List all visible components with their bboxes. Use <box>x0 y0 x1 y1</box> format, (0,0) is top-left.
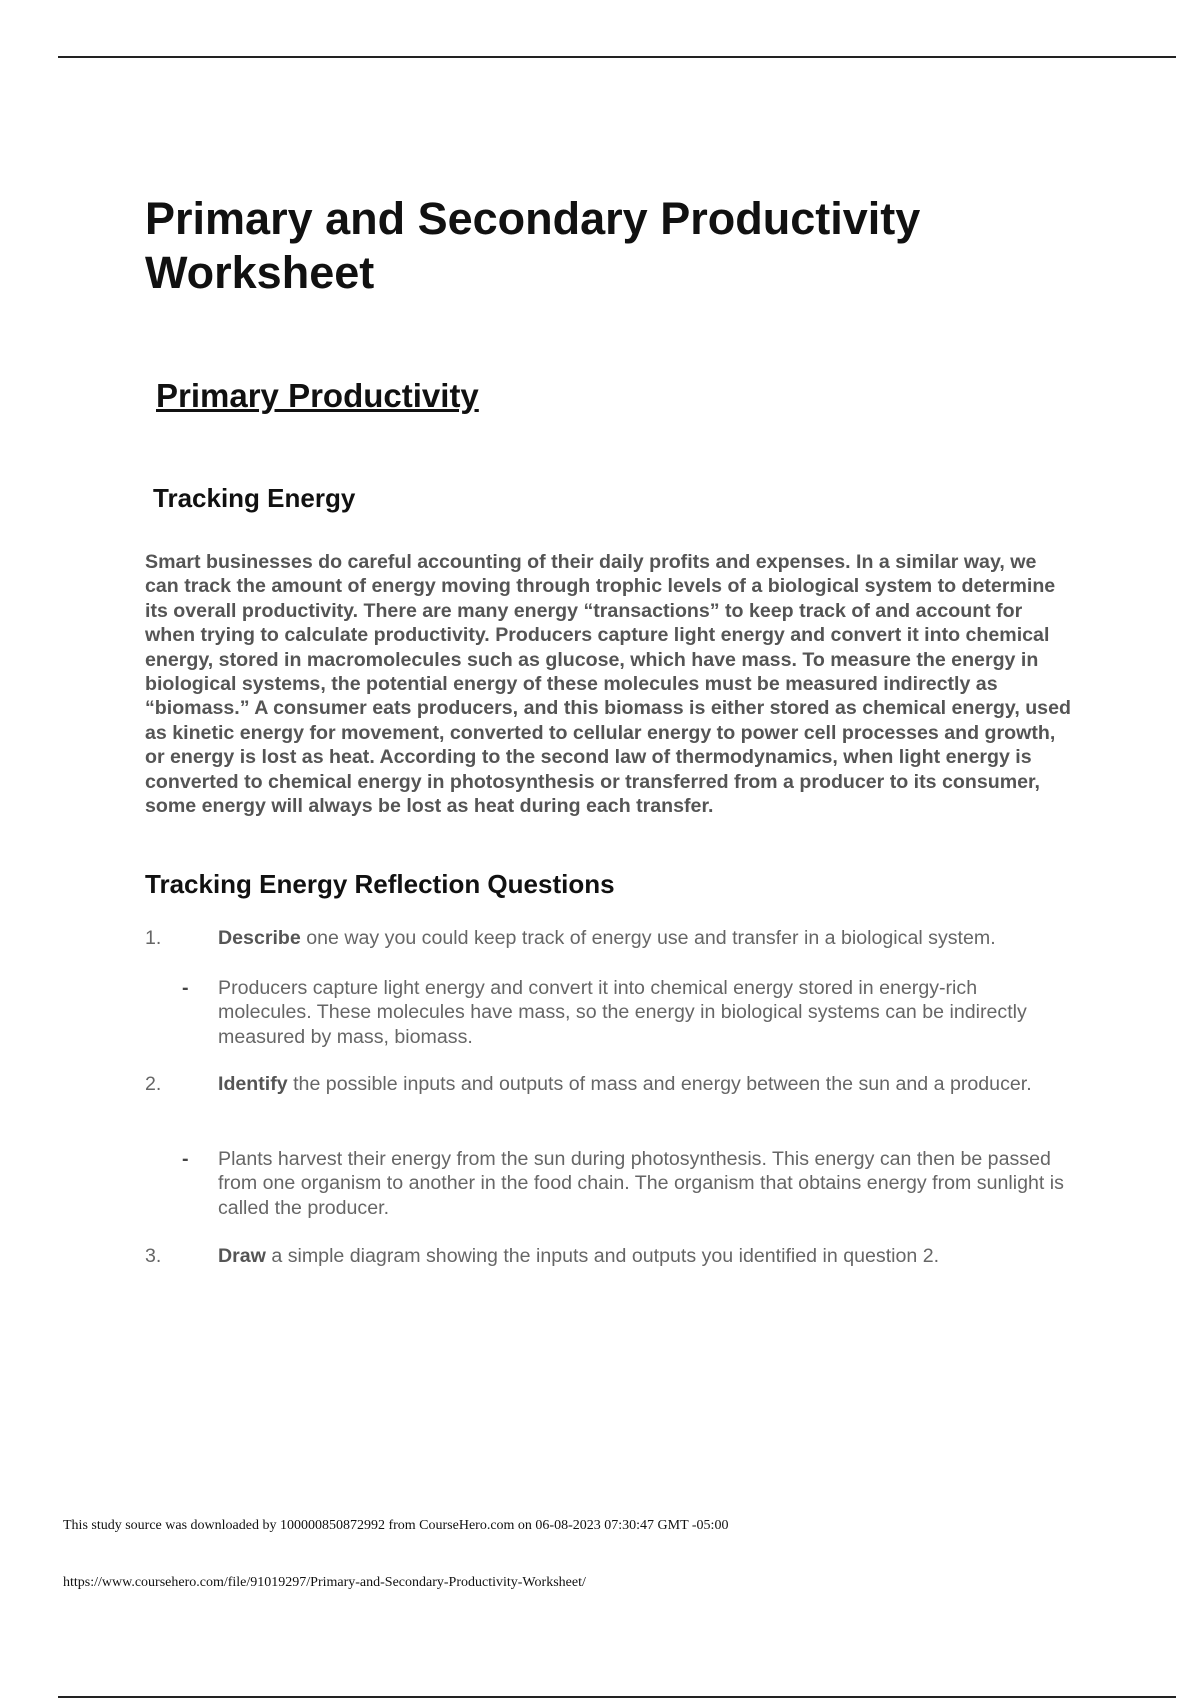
question-verb: Identify <box>218 1073 288 1095</box>
bottom-rule <box>58 1696 1176 1698</box>
answer-1 <box>182 976 1072 1049</box>
download-notice: This study source was downloaded by 100000850872992 from CourseHero.com on 06-08-2023 07:30:47 GMT -05:00 <box>63 1518 729 1533</box>
question-text: the possible inputs and outputs of mass and energy between the sun and a producer. <box>287 1073 1032 1095</box>
question-verb: Describe <box>218 927 301 949</box>
question-number: 2. <box>145 1073 162 1095</box>
questions-title: Tracking Energy Reflection Questions <box>145 869 615 899</box>
question-3 <box>145 1244 1075 1268</box>
bullet-dash: - <box>182 977 189 999</box>
question-verb: Draw <box>218 1245 266 1267</box>
question-1 <box>145 926 1075 950</box>
answer-text: Plants harvest their energy from the sun during photosynthesis. This energy can then be passed from one organism to another in the food chain. The organism that obtains energy from sunlight is called the producer. <box>218 1148 1064 1219</box>
subsection-title: Tracking Energy <box>153 483 356 513</box>
question-number: 1. <box>145 927 162 949</box>
question-2 <box>145 1072 1075 1096</box>
question-number: 3. <box>145 1245 162 1267</box>
source-url[interactable]: https://www.coursehero.com/file/91019297/Primary-and-Secondary-Productivity-Worksheet/ <box>63 1575 586 1590</box>
top-rule <box>58 56 1176 58</box>
question-text: a simple diagram showing the inputs and outputs you identified in question 2. <box>265 1245 940 1267</box>
answer-2 <box>182 1147 1072 1220</box>
intro-paragraph: Smart businesses do careful accounting of their daily profits and expenses. In a similar way, we can track the amount of energy moving through trophic levels of a biological system to determine its overall productivity. There are many energy “transactions” to keep track of and account for when trying to calculate productivity. Producers capture light energy and convert it into chemical energy, stored in macromolecules such as glucose, which have mass. To measure the energy in biological systems, the potential energy of these molecules must be measured indirectly as “biomass.” A consumer eats producers, and this biomass is either stored as chemical energy, used as kinetic energy for movement, converted to cellular energy to power cell processes and growth, or energy is lost as heat. According to the second law of thermodynamics, when light energy is converted to chemical energy in photosynthesis or transferred from a producer to its consumer, some energy will always be lost as heat during each transfer. <box>145 551 1071 818</box>
bullet-dash: - <box>182 1148 189 1170</box>
section-title: Primary Productivity <box>156 377 479 414</box>
answer-text: Producers capture light energy and convert it into chemical energy stored in energy-rich molecules. These molecules have mass, so the energy in biological systems can be indirectly measured by mass, biomass. <box>218 977 1027 1048</box>
page-title: Primary and Secondary Productivity Worksheet <box>145 193 921 298</box>
question-text: one way you could keep track of energy use and transfer in a biological system. <box>300 927 996 949</box>
